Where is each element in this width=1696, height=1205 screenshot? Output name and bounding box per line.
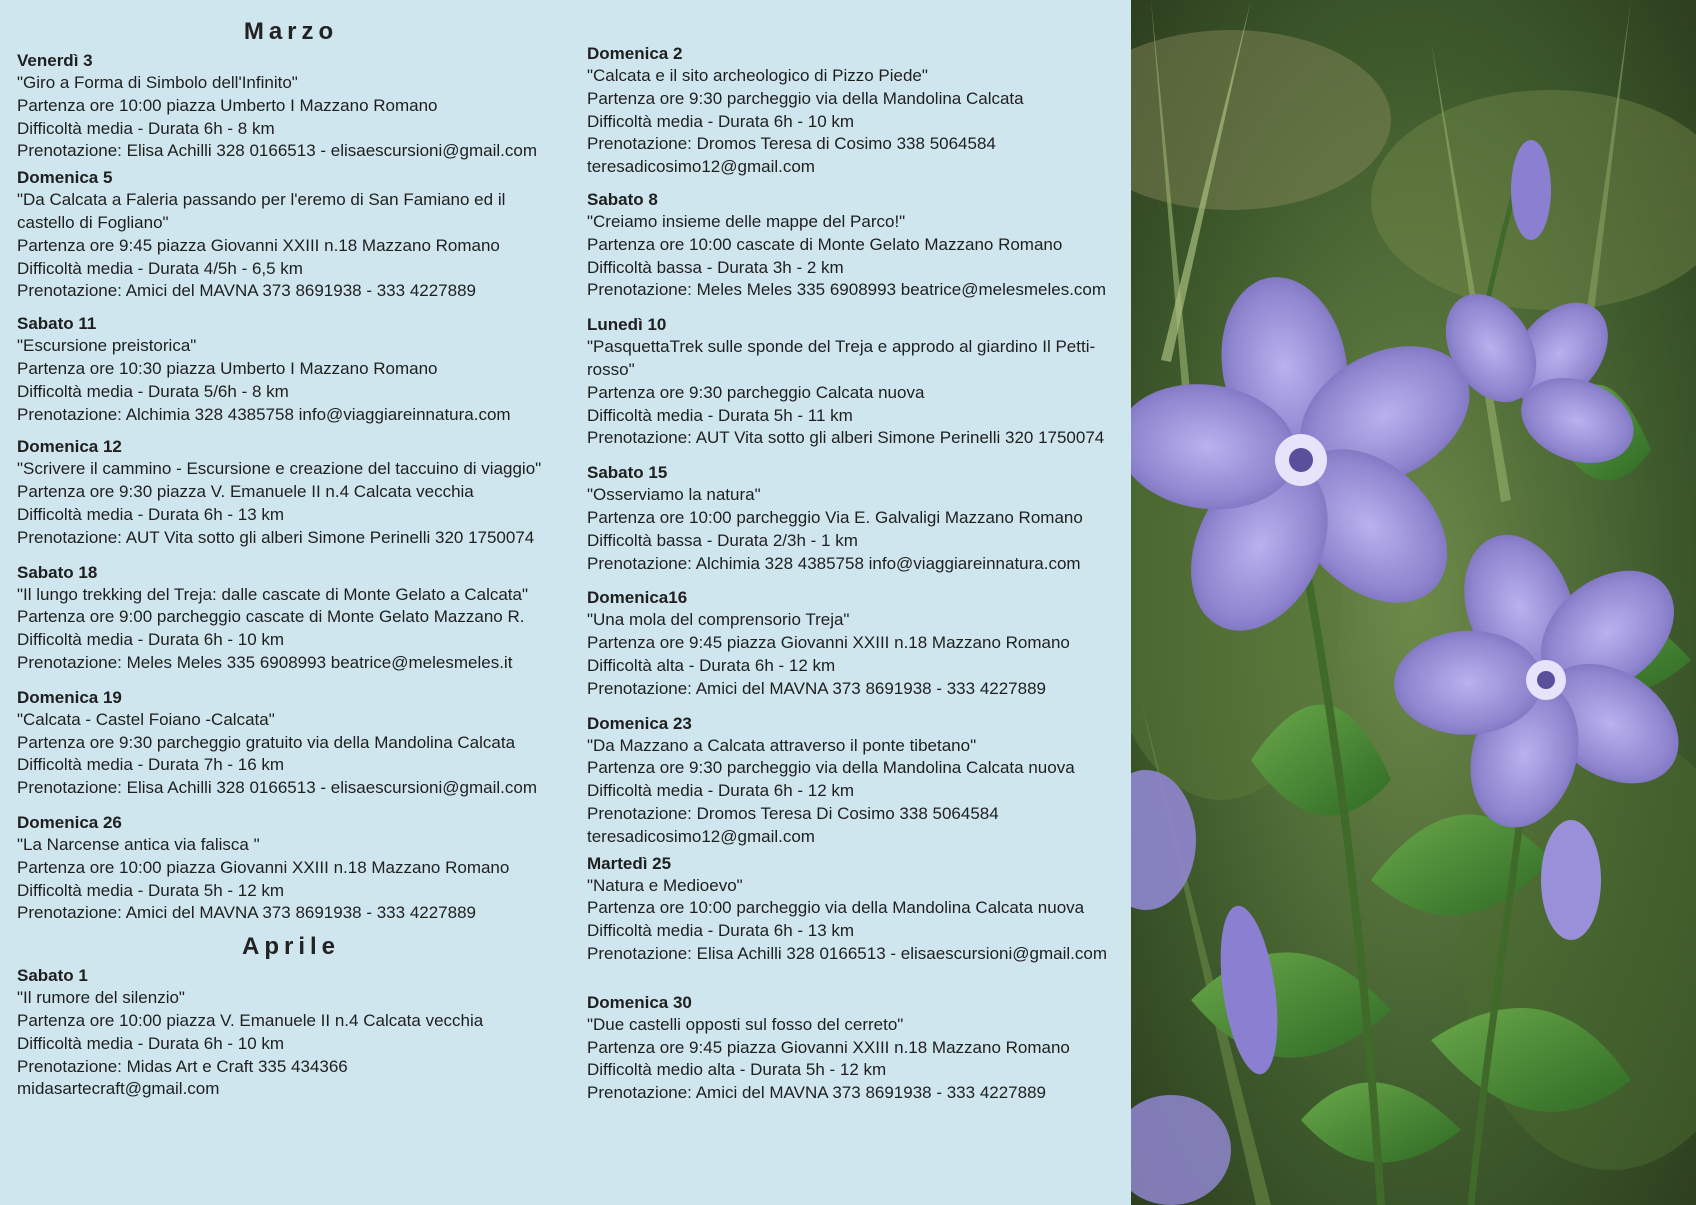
event-departure: Partenza ore 9:30 parcheggio via della Mandolina Calcata	[587, 88, 1024, 108]
event-booking: Prenotazione: Elisa Achilli 328 0166513 - elisaescursioni@gmail.com	[17, 778, 537, 798]
event-date: Sabato 11	[17, 314, 97, 334]
event-booking-email: teresadicosimo12@gmail.com	[587, 157, 815, 177]
event-date: Sabato 1	[17, 966, 88, 986]
month-heading-april: Aprile	[241, 933, 340, 961]
month-heading-march: Marzo	[243, 18, 339, 45]
event-title: "Scrivere il cammino - Escursione e creazione del taccuino di viaggio"	[17, 459, 542, 479]
event-difficulty: Difficoltà bassa - Durata 3h - 2 km	[587, 257, 844, 277]
event-date: Lunedì 10	[587, 315, 667, 335]
event-date: Sabato 8	[587, 189, 658, 209]
event-venerdi-3	[17, 50, 565, 163]
event-departure: Partenza ore 9:45 piazza Giovanni XXIII n.18 Mazzano Romano	[17, 235, 500, 255]
event-domenica-12	[17, 436, 565, 549]
event-difficulty: Difficoltà media - Durata 7h - 16 km	[17, 755, 285, 775]
event-title: "Osserviamo la natura"	[587, 485, 761, 505]
event-departure: Partenza ore 10:30 piazza Umberto I Mazzano Romano	[17, 358, 438, 378]
event-martedi-25	[587, 853, 1127, 966]
event-booking: Prenotazione: Alchimia 328 4385758 info@viaggiareinnatura.com	[17, 404, 511, 424]
event-date: Sabato 18	[17, 562, 98, 582]
event-sabato-11	[17, 313, 565, 426]
event-title: "Una mola del comprensorio Treja"	[587, 610, 850, 630]
event-booking: Prenotazione: Amici del MAVNA 373 8691938 - 333 4227889	[17, 903, 476, 923]
event-departure: Partenza ore 10:00 piazza Giovanni XXIII n.18 Mazzano Romano	[17, 857, 510, 877]
event-difficulty: Difficoltà media - Durata 6h - 10 km	[17, 1033, 285, 1053]
event-domenica-5	[17, 167, 565, 303]
event-difficulty: Difficoltà media - Durata 6h - 13 km	[17, 504, 285, 524]
event-date: Domenica 19	[17, 687, 122, 707]
event-booking: Prenotazione: Amici del MAVNA 373 8691938 - 333 4227889	[17, 281, 476, 301]
event-domenica-26	[17, 812, 565, 925]
event-date: Venerdì 3	[17, 51, 93, 70]
periwinkle-flowers-photo	[1131, 0, 1696, 1205]
event-difficulty: Difficoltà bassa - Durata 2/3h - 1 km	[587, 530, 858, 550]
event-booking: Prenotazione: Alchimia 328 4385758 info@viaggiareinnatura.com	[587, 553, 1081, 573]
event-departure: Partenza ore 9:45 piazza Giovanni XXIII n.18 Mazzano Romano	[587, 633, 1070, 653]
event-title: "La Narcense antica via falisca "	[17, 834, 260, 854]
event-sabato-15	[587, 462, 1127, 575]
event-booking-email: midasartecraft@gmail.com	[17, 1079, 220, 1099]
event-sabato-1	[17, 965, 565, 1101]
event-title-continued: rosso"	[587, 359, 635, 379]
event-departure: Partenza ore 9:30 parcheggio gratuito via della Mandolina Calcata	[17, 732, 516, 752]
event-booking: Prenotazione: Elisa Achilli 328 0166513 - elisaescursioni@gmail.com	[587, 943, 1107, 963]
event-title: "Due castelli opposti sul fosso del cerreto"	[587, 1014, 904, 1034]
event-departure: Partenza ore 9:45 piazza Giovanni XXIII n.18 Mazzano Romano	[587, 1037, 1070, 1057]
right-column	[587, 0, 1127, 1105]
event-title: "Natura e Medioevo"	[587, 875, 743, 895]
event-departure: Partenza ore 9:30 piazza V. Emanuele II n.4 Calcata vecchia	[17, 482, 474, 502]
event-booking: Prenotazione: Dromos Teresa Di Cosimo 338 5064584	[587, 803, 999, 823]
event-title: "Da Mazzano a Calcata attraverso il ponte tibetano"	[587, 735, 977, 755]
event-departure: Partenza ore 9:00 parcheggio cascate di Monte Gelato Mazzano R.	[17, 607, 525, 627]
event-difficulty: Difficoltà media - Durata 6h - 13 km	[587, 921, 855, 941]
event-title: "Da Calcata a Faleria passando per l'eremo di San Famiano ed il	[17, 190, 506, 210]
event-booking: Prenotazione: Dromos Teresa di Cosimo 338 5064584	[587, 134, 996, 154]
event-departure: Partenza ore 10:00 parcheggio via della Mandolina Calcata nuova	[587, 898, 1085, 918]
event-sabato-8	[587, 189, 1127, 302]
event-booking: Prenotazione: Amici del MAVNA 373 8691938 - 333 4227889	[587, 1083, 1046, 1103]
event-booking: Prenotazione: Midas Art e Craft 335 434366	[17, 1056, 348, 1076]
event-booking: Prenotazione: Amici del MAVNA 373 8691938 - 333 4227889	[587, 678, 1046, 698]
event-title: "Calcata - Castel Foiano -Calcata"	[17, 709, 275, 729]
event-title: "Calcata e il sito archeologico di Pizzo Piede"	[587, 66, 928, 85]
event-title: "Giro a Forma di Simbolo dell'Infinito"	[17, 73, 298, 92]
event-difficulty: Difficoltà media - Durata 5h - 12 km	[17, 880, 285, 900]
event-booking-email: teresadicosimo12@gmail.com	[587, 826, 815, 846]
event-date: Domenica 23	[587, 713, 692, 733]
event-date: Domenica 5	[17, 168, 113, 188]
event-title: "Il lungo trekking del Treja: dalle cascate di Monte Gelato a Calcata"	[17, 584, 529, 604]
event-departure: Partenza ore 10:00 parcheggio Via E. Galvaligi Mazzano Romano	[587, 507, 1083, 527]
event-date: Domenica 12	[17, 437, 122, 457]
event-booking: Prenotazione: Meles Meles 335 6908993 beatrice@melesmeles.it	[17, 652, 513, 672]
event-date: Domenica 2	[587, 44, 683, 63]
event-departure: Partenza ore 10:00 cascate di Monte Gelato Mazzano Romano	[587, 234, 1063, 254]
event-departure: Partenza ore 9:30 parcheggio via della Mandolina Calcata nuova	[587, 758, 1075, 778]
event-title: "Creiamo insieme delle mappe del Parco!"	[587, 211, 906, 231]
event-departure: Partenza ore 10:00 piazza V. Emanuele II n.4 Calcata vecchia	[17, 1010, 484, 1030]
event-difficulty: Difficoltà media - Durata 4/5h - 6,5 km	[17, 258, 303, 278]
event-difficulty: Difficoltà media - Durata 5/6h - 8 km	[17, 381, 289, 401]
event-departure: Partenza ore 9:30 parcheggio Calcata nuova	[587, 382, 925, 402]
event-booking: Prenotazione: AUT Vita sotto gli alberi Simone Perinelli 320 1750074	[587, 428, 1105, 448]
event-title-continued: castello di Fogliano"	[17, 212, 169, 232]
event-domenica-30	[587, 992, 1127, 1105]
event-difficulty: Difficoltà media - Durata 6h - 8 km	[17, 118, 275, 138]
event-date: Martedì 25	[587, 853, 672, 873]
event-title: "Il rumore del silenzio"	[17, 988, 185, 1008]
event-date: Domenica 30	[587, 992, 692, 1012]
event-booking: Prenotazione: Elisa Achilli 328 0166513 - elisaescursioni@gmail.com	[17, 141, 537, 161]
event-domenica-23	[587, 713, 1127, 849]
event-date: Domenica 26	[17, 812, 122, 832]
event-title: "Escursione preistorica"	[17, 336, 197, 356]
left-column	[17, 0, 565, 1101]
event-domenica-19	[17, 687, 565, 800]
event-date: Sabato 15	[587, 463, 668, 483]
event-domenica-16	[587, 587, 1127, 700]
event-title: "PasquettaTrek sulle sponde del Treja e approdo al giardino Il Petti-	[587, 337, 1096, 357]
event-difficulty: Difficoltà alta - Durata 6h - 12 km	[587, 655, 836, 675]
event-sabato-18	[17, 562, 565, 675]
event-difficulty: Difficoltà media - Durata 6h - 10 km	[587, 111, 855, 131]
event-booking: Prenotazione: AUT Vita sotto gli alberi Simone Perinelli 320 1750074	[17, 527, 535, 547]
event-domenica-2	[587, 43, 1127, 179]
event-booking: Prenotazione: Meles Meles 335 6908993 beatrice@melesmeles.com	[587, 280, 1107, 300]
event-difficulty: Difficoltà media - Durata 6h - 12 km	[587, 781, 855, 801]
event-difficulty: Difficoltà medio alta - Durata 5h - 12 km	[587, 1060, 887, 1080]
event-departure: Partenza ore 10:00 piazza Umberto I Mazzano Romano	[17, 95, 438, 115]
event-date: Domenica16	[587, 588, 688, 608]
event-lunedi-10	[587, 314, 1127, 450]
flower-illustration	[1131, 0, 1696, 1205]
event-difficulty: Difficoltà media - Durata 5h - 11 km	[587, 405, 853, 425]
event-difficulty: Difficoltà media - Durata 6h - 10 km	[17, 630, 285, 650]
